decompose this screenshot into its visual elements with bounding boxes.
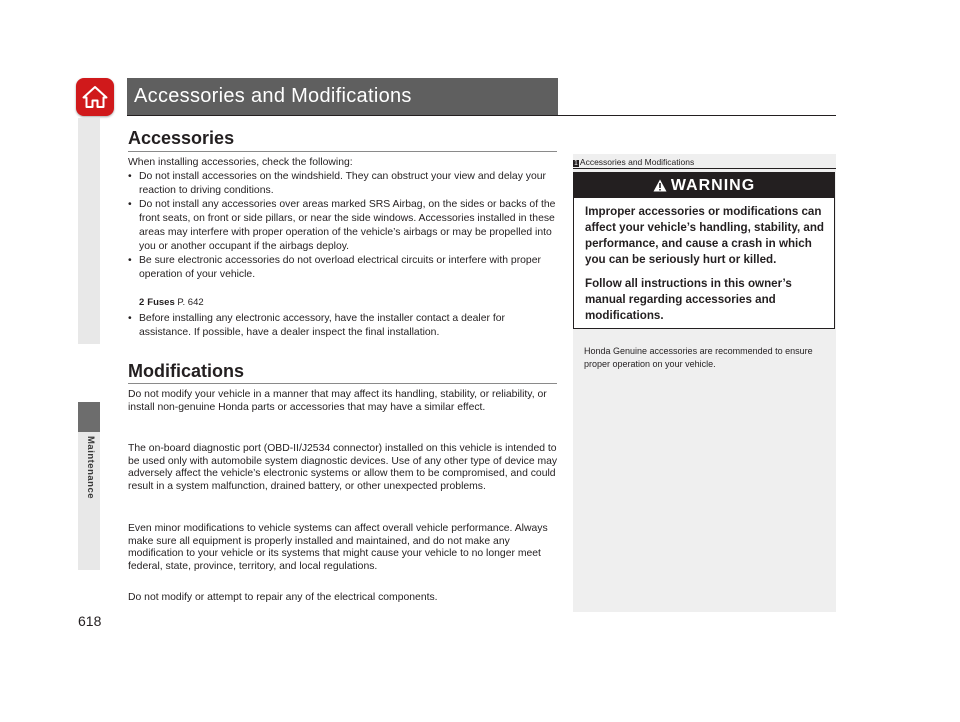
warning-header (574, 173, 834, 198)
modifications-para-3: Even minor modifications to vehicle systems can affect overall vehicle performance. Always make sure all equipment is properly installed and maintained, and do not make any modification to your vehicle or its systems that might cause your vehicle to no longer meet federal, state, province, territory, and local regulations. (128, 523, 548, 572)
warning-text-2: Follow all instructions in this owner’s manual regarding accessories and modifications. (585, 277, 792, 322)
page-title: Accessories and Modifications (134, 85, 412, 107)
xref-page: P. 642 (177, 297, 204, 308)
cross-reference-icon: 2 (139, 297, 145, 308)
side-strip-upper (78, 118, 100, 344)
home-icon (82, 85, 108, 109)
section-tab-label: Maintenance (85, 436, 96, 500)
list-item: • Before installing any electronic accessory, have the installer contact a dealer for assistance. If possible, have a dealer inspect the final installation. (128, 312, 558, 340)
accessories-intro: When installing accessories, check the following: (128, 157, 353, 168)
xref-label: Fuses (147, 297, 175, 308)
accessories-heading: Accessories (128, 128, 235, 148)
list-item: • Do not install any accessories over areas marked SRS Airbag, on the sides or backs of the front seats, on front or side pillars, or near the side windows. Accessories installed in these areas may interfere with proper operation of the vehicle’s airbags or may be propelled into you or another occupant if the airbags deploy. (128, 198, 558, 254)
accessories-rule (128, 151, 557, 152)
sidebar-heading-text: Accessories and Modifications (579, 157, 695, 167)
modifications-rule (128, 383, 557, 384)
list-item: • Do not install accessories on the windshield. They can obstruct your view and delay your reaction to driving conditions. (128, 170, 558, 198)
page-number: 618 (78, 613, 102, 629)
side-strip-active (78, 402, 100, 432)
warning-text-1: Improper accessories or modifications can affect your vehicle’s handling, stability, and performance, and cause a crash in which you can be seriously hurt or killed. (585, 205, 825, 266)
warning-label: WARNING (670, 176, 756, 194)
modifications-heading: Modifications (128, 361, 244, 381)
modifications-para-2: The on-board diagnostic port (OBD-II/J2534 connector) installed on this vehicle is intended to be used only with automobile system diagnostic devices. Use of any other type of device may adversely affect the vehicle’s electronic systems or allow them to be compromised, and could result in a system malfunction, drained battery, or other unexpected problems. (128, 443, 558, 492)
accessories-body-cont (128, 312, 558, 340)
fuses-cross-reference[interactable] (139, 297, 204, 308)
title-divider (127, 115, 836, 116)
sidebar-heading (573, 157, 836, 167)
list-item: • Be sure electronic accessories do not overload electrical circuits or interfere with proper operation of your vehicle. (128, 254, 558, 282)
modifications-para-4: Do not modify or attempt to repair any of the electrical components. (128, 592, 438, 603)
sidebar-note: Honda Genuine accessories are recommended to ensure proper operation on your vehicle. (584, 346, 813, 369)
sidebar-ref-icon: 1 (574, 160, 578, 167)
warning-triangle-icon (653, 179, 667, 192)
home-button[interactable] (76, 78, 114, 116)
page-title-bar (127, 78, 558, 115)
modifications-para-1: Do not modify your vehicle in a manner that may affect its handling, stability, or reliability, or install non-genuine Honda parts or accessories that may have a similar effect. (128, 389, 547, 413)
section-tab[interactable] (85, 436, 97, 546)
accessories-body (128, 156, 558, 282)
sidebar-rule (573, 168, 836, 169)
